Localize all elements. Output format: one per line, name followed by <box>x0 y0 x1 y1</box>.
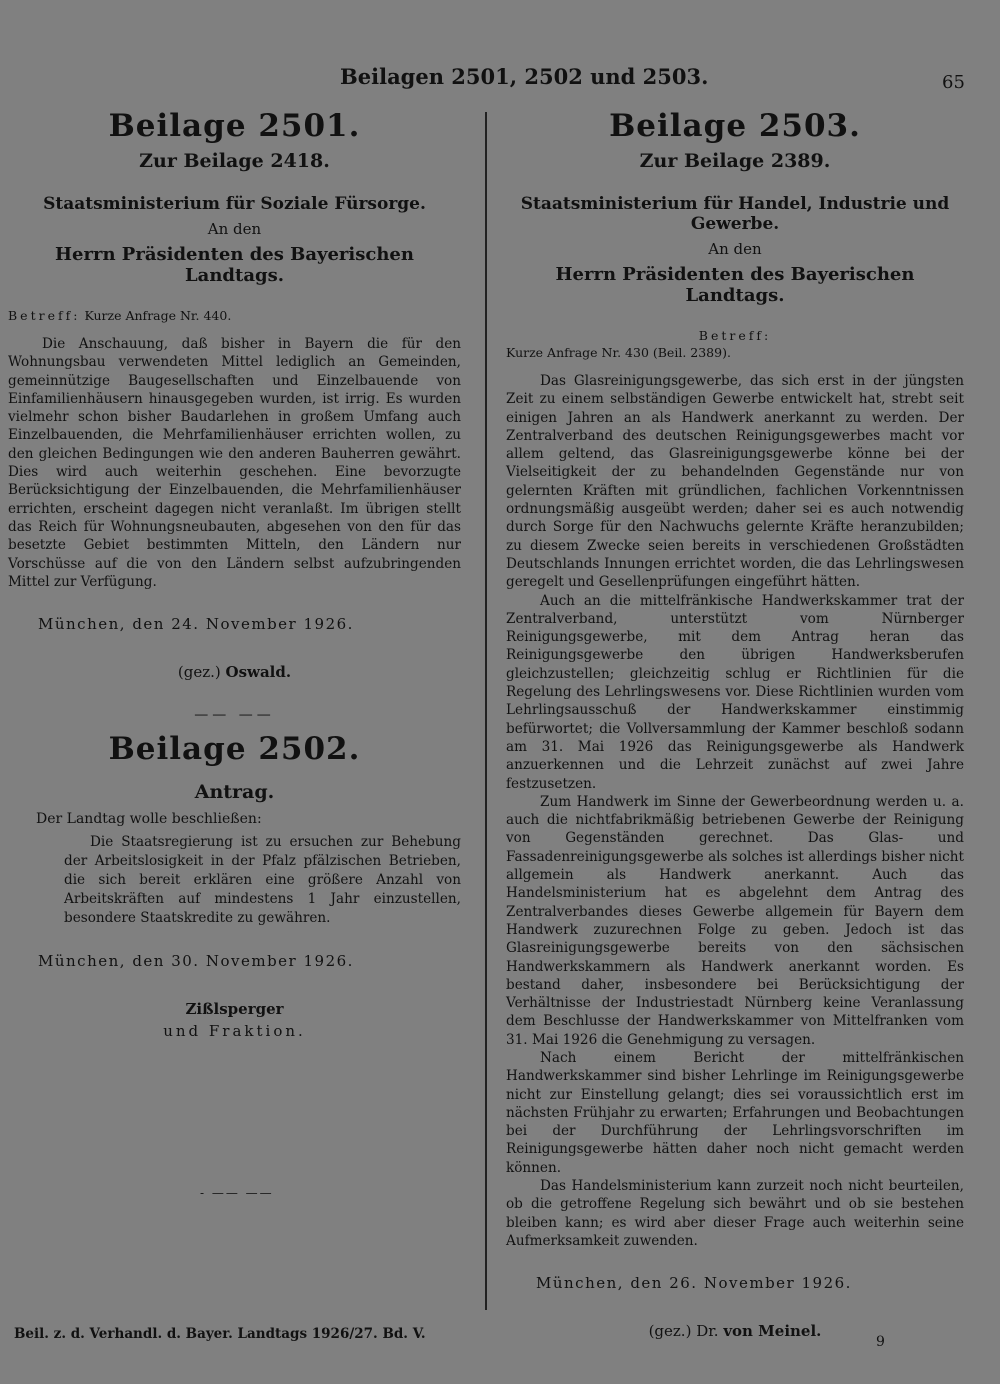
section-separator: —— —— <box>194 707 275 724</box>
beilage-2503-paragraph: Zum Handwerk im Sinne der Gewerbeordnung werden u. a. auch die nichtfabrikmäßig betriebenen Gewerbe der Reinigung von Gegenständen gerechnet. Das Glas- und Fassadenreinigungsgewerbe als solches ist allerdings bisher nicht allgemein als Handwerk anerkannt. Auch das Handelsministerium hat es abgelehnt dem Antrag des Zentralverbandes dieses Gewerbe allgemein für Bayern dem Handwerk zuzurechnen Folge zu geben. Jedoch ist das Glasreinigungsgewerbe bereits von den sächsischen Handwerkskammern als Handwerk anerkannt worden. Es bestand daher, insbesondere bei Berücksichtigung der Verhältnisse der Industriestadt Nürnberg keine Veranlassung dem Beschlusse der Handwerkskammer von Mittelfranken vom 31. Mai 1926 die Genehmigung zu versagen. <box>506 793 964 1048</box>
beilage-2503-betreff-label: Betreff: <box>698 328 772 343</box>
beilage-2503-paragraph: Das Glasreinigungsgewerbe, das sich erst in der jüngsten Zeit zu einem selbständigen Gewerbe entwickelt hat, strebt seit einigen Jahren an als Handwerk anerkannt zu werden. Der Zentralverband des deutschen Reinigungsgewerbes macht vor allem geltend, das Glasreinigungsgewerbe könne bei der Vielseitigkeit der zu behandelnden Gegenstände nur von gelernten Kräften mit gründlichen, fachlichen Vorkenntnissen ordnungsmäßig ausgeübt werden; daher sei es auch notwendig durch Sorge für den Nachwuchs gelernte Kräfte heranzubilden; zu diesem Zwecke seien bereits in verschiedenen Großstädten Deutschlands Innungen errichtet worden, die das Lehrlingswesen geregelt und Gesellenprüfungen eingeführt hätten. <box>506 373 964 591</box>
beilage-2502-place-date: München, den 30. November 1926. <box>38 952 354 971</box>
beilage-2501-betreff <box>8 308 461 323</box>
beilage-2501 <box>8 108 461 681</box>
betreff-text: Kurze Anfrage Nr. 440. <box>84 308 232 323</box>
sign-prefix: (gez.) <box>648 1322 692 1341</box>
beilage-2502-heading: Antrag. <box>194 781 275 804</box>
beilage-2503-paragraph: Auch an die mittelfränkische Handwerkskammer trat der Zentralverband, unterstützt vom Nürnberger Reinigungsgewerbe, mit dem Antrag heran das Reinigungsgewerbe den übrigen Handwerksberufen gleichzustellen; gleichzeitig schlug er Richtlinien für die Regelung des Lehrlingswesens vor. Diese Richtlinien wurden vom Lehrlingsausschuß der Handwerkskammer einstimmig befürwortet; die Vollversammlung der Kammer beschloß sodann am 31. Mai 1926 das Reinigungsgewerbe als Handwerk anzuerkennen und die Lehrzeit zunächst auf zwei Jahre festzusetzen. <box>506 592 964 792</box>
beilage-2502 <box>8 731 461 1040</box>
beilage-2502-signer: Zißlsperger <box>185 1000 284 1019</box>
beilage-2503-an-den: An den <box>708 240 762 258</box>
sign-name: von Meinel. <box>723 1322 822 1341</box>
beilage-2503-ministry: Staatsministerium für Handel, Industrie und Gewerbe. <box>520 194 950 234</box>
betreff-label: Betreff: <box>8 308 81 323</box>
beilage-2501-recipient: Herrn Präsidenten des Bayerischen Landtags. <box>55 244 414 286</box>
beilage-2501-body: Die Anschauung, daß bisher in Bayern die für den Wohnungsbau verwendeten Mittel lediglich an Gemeinden, gemeinnützige Baugesellschaften und Einzelbauende von Einfamilienhäusern hinausgegeben wurden, ist irrig. Es wurden vielmehr schon bisher Baudarlehen in großem Umfang auch Einzelbauenden, die Mehrfamilienhäuser errichten wollen, zu den gleichen Bedingungen wie den anderen Bauherren gewährt. Dies wird auch weiterhin geschehen. Eine bevorzugte Berücksichtigung der Einzelbauenden, die Mehrfamilienhäuser errichten, erscheint dagegen nicht veranlaßt. Im übrigen stellt das Reich für Wohnungsneubauten, abgesehen von den für das besetzte Gebiet bestimmten Mitteln, den Ländern nur Vorschüsse auf die von den Ländern selbst aufzubringenden Mittel zur Verfügung. <box>8 336 461 590</box>
footer-citation: Beil. z. d. Verhandl. d. Bayer. Landtags 1926/27. Bd. V. <box>14 1326 426 1342</box>
left-column <box>8 100 461 1040</box>
beilage-2501-subtitle: Zur Beilage 2418. <box>139 150 330 172</box>
beilage-2502-faction: und Fraktion. <box>163 1022 306 1041</box>
beilage-2501-ministry: Staatsministerium für Soziale Fürsorge. <box>43 194 426 214</box>
beilage-2503-paragraph: Nach einem Bericht der mittelfränkischen Handwerkskammer sind bisher Lehrlinge im Reinigungsgewerbe nicht zur Einstellung gelangt; dies sei voraussichtlich erst im nächsten Frühjahr zu erwarten; Erfahrungen und Beobachtungen bei der Durchführung der Lehrlingsvorschriften im Reinigungsgewerbe hätten daher noch nicht gemacht werden können. <box>506 1049 964 1176</box>
beilage-2503-place-date: München, den 26. November 1926. <box>536 1274 852 1293</box>
page-number: 65 <box>942 72 965 93</box>
column-divider <box>485 112 487 1310</box>
footer-signature-mark: 9 <box>876 1334 885 1350</box>
beilage-2503 <box>506 108 964 1340</box>
beilage-2501-signature <box>8 663 461 681</box>
bottom-separator: - —— —— <box>200 1186 274 1200</box>
beilage-2503-betreff-text: Kurze Anfrage Nr. 430 (Beil. 2389). <box>506 345 731 360</box>
beilage-2503-paragraph: Das Handelsministerium kann zurzeit noch nicht beurteilen, ob die getroffene Regelung sich bewährt und ob sie bestehen bleiben kann; es wird aber dieser Frage auch weiterhin seine Aufmerksamkeit zuwenden. <box>506 1178 964 1249</box>
beilage-2501-place-date: München, den 24. November 1926. <box>38 615 354 634</box>
right-column <box>506 100 964 1340</box>
beilage-2502-intro: Der Landtag wolle beschließen: <box>36 811 262 828</box>
sign-title: Dr. <box>696 1322 719 1341</box>
beilage-2503-title: Beilage 2503. <box>609 108 861 144</box>
running-header: Beilagen 2501, 2502 und 2503. <box>340 64 709 89</box>
sign-name: Oswald. <box>225 663 292 682</box>
beilage-2503-signature <box>506 1322 964 1340</box>
beilage-2503-recipient: Herrn Präsidenten des Bayerischen Landtags. <box>555 264 915 306</box>
beilage-2502-body: Die Staatsregierung ist zu ersuchen zur Behebung der Arbeitslosigkeit in der Pfalz pfälzischen Betrieben, die sich bereit erklären eine größere Anzahl von Arbeitskräften auf mindestens 1 Jahr einzustellen, besondere Staatskredite zu gewähren. <box>64 834 461 927</box>
beilage-2502-title: Beilage 2502. <box>108 731 361 768</box>
beilage-2501-title: Beilage 2501. <box>108 108 361 144</box>
beilage-2503-subtitle: Zur Beilage 2389. <box>639 150 831 172</box>
sign-prefix: (gez.) <box>177 663 221 682</box>
beilage-2501-an-den: An den <box>207 220 262 238</box>
